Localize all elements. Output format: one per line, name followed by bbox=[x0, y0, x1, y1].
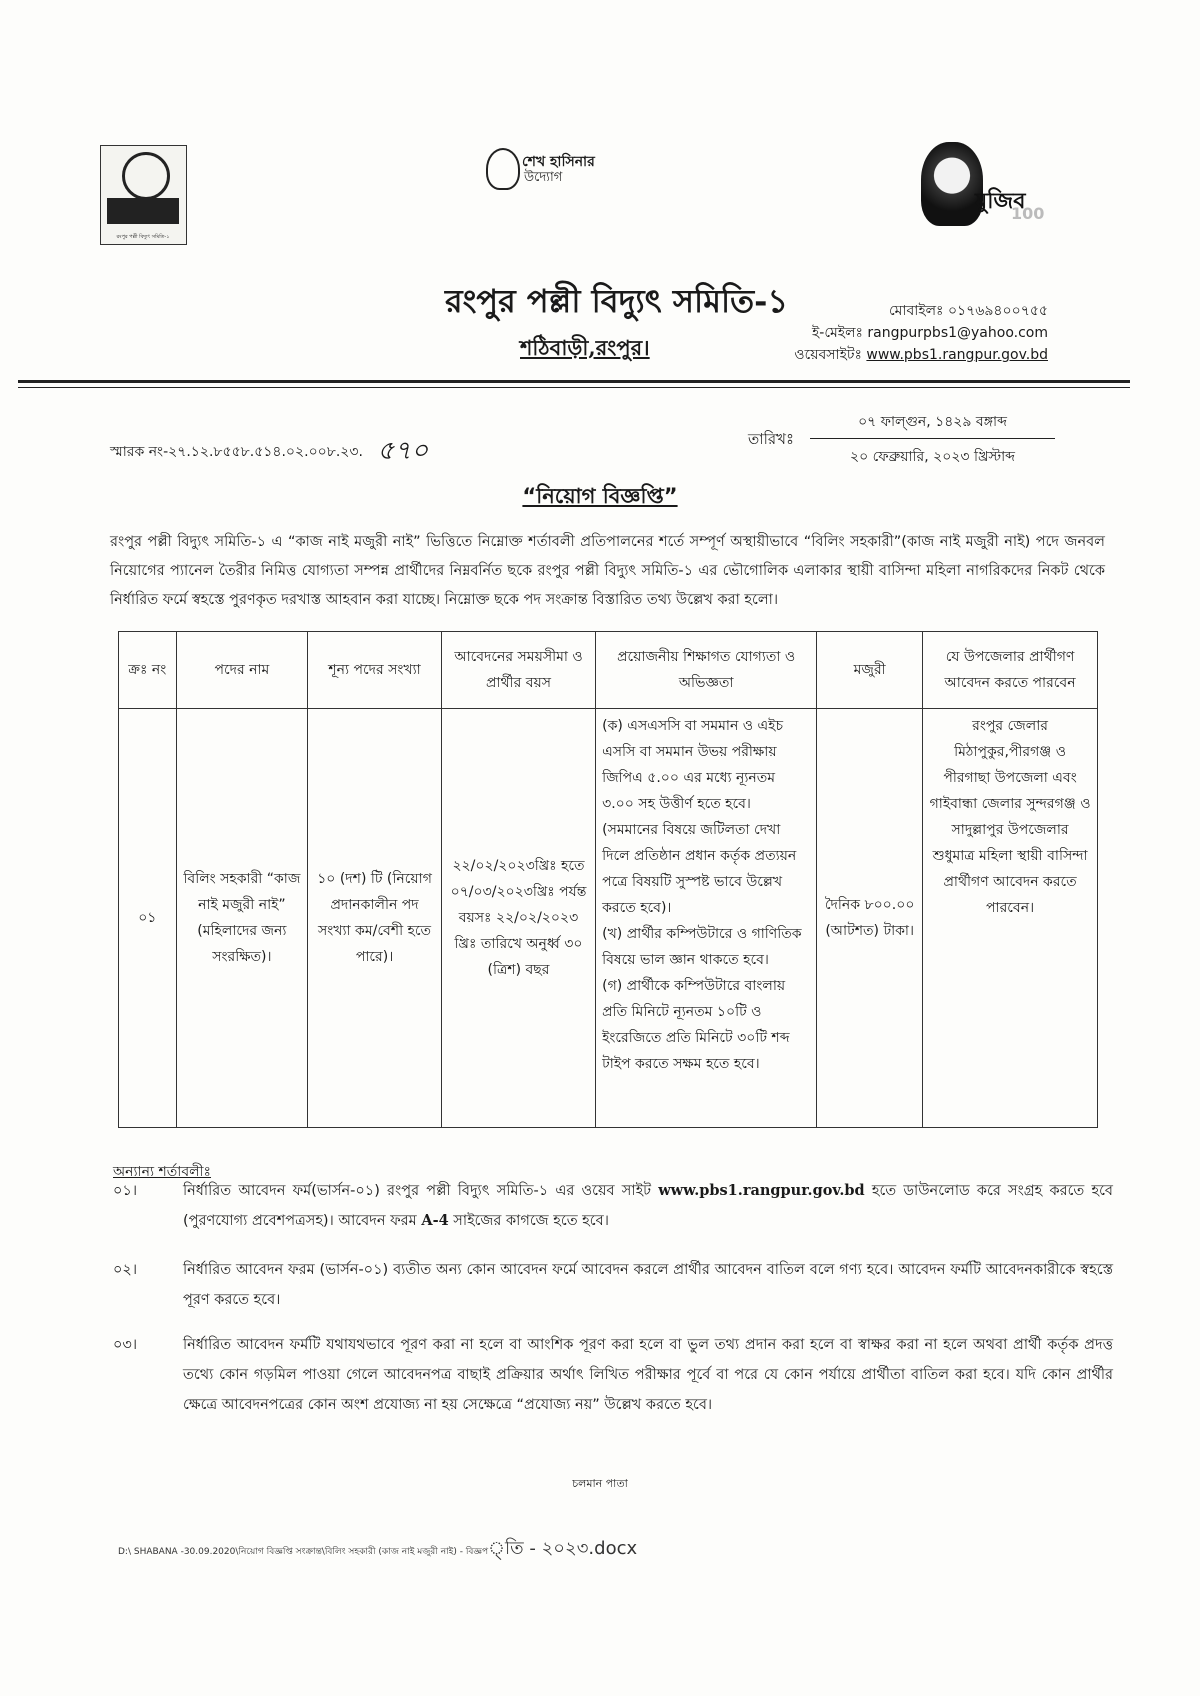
condition-item-3 bbox=[113, 1330, 1113, 1426]
mobile-number: মোবাইলঃ ০১৭৬৯৪০০৭৫৫ bbox=[888, 303, 1048, 319]
handwritten-number: ৫৭০ bbox=[377, 436, 429, 466]
table-row bbox=[119, 709, 1098, 1128]
col-header-post: পদের নাম bbox=[176, 632, 308, 709]
org-place: শঠিবাড়ী,রংপুর। bbox=[520, 335, 650, 360]
date-english: ২০ ফেব্রুয়ারি, ২০২৩ খ্রিস্টাব্দ bbox=[850, 449, 1015, 465]
cell-vacancy: ১০ (দশ) টি (নিয়োগ প্রদানকালীন পদ সংখ্যা কম/বেশী হতে পারে)। bbox=[308, 709, 442, 1128]
center-logo bbox=[486, 146, 612, 198]
intro-paragraph: রংপুর পল্লী বিদ্যুৎ সমিতি-১ এ “কাজ নাই মজুরী নাই” ভিত্তিতে নিম্নোক্ত শর্তাবলী প্রতিপালনের শর্তে সম্পূর্ণ অস্থায়ীভাবে “বিলিং সহকারী”(কাজ নাই মজুরী নাই) পদে জনবল নিয়োগের প্যানেল তৈরীর নিমিত্ত যোগ্যতা সম্পন্ন প্রার্থীদের নিম্নবর্নিত ছকে রংপুর পল্লী বিদ্যুৎ সমিতি-১ এর ভৌগোলিক এলাকার স্থায়ী বাসিন্দা মহিলা নাগরিকদের নিকট থেকে নির্ধারিত ফর্মে স্বহস্তে পুরণকৃত দরখাস্ত আহবান করা যাচ্ছে। নিম্নোক্ত ছকে পদ সংক্রান্ত বিস্তারিত তথ্য উল্লেখ করা হলো। bbox=[110, 534, 1105, 608]
org-name: রংপুর পল্লী বিদ্যুৎ সমিতি-১ bbox=[445, 282, 789, 320]
vacancy-table bbox=[118, 631, 1098, 1128]
right-logo-number: 100 bbox=[1011, 204, 1045, 223]
contact-block bbox=[794, 300, 1048, 366]
website-link[interactable]: www.pbs1.rangpur.gov.bd bbox=[866, 347, 1048, 363]
left-logo-caption: রংপুর পল্লী বিদ্যুৎ সমিতি-১ bbox=[116, 234, 170, 240]
date-bangla: ০৭ ফাল্গুন, ১৪২৯ বঙ্গাব্দ bbox=[810, 410, 1055, 439]
condition-text: নির্ধারিত আবেদন ফর্মটি যথাযথভাবে পূরণ করা না হলে বা আংশিক পূরণ করা হলে বা ভুল তথ্য প্রদান করা হলে বা স্বাক্ষর করা না হলে অথবা প্রার্থী কর্তৃক প্রদত্ত তথ্যে কোন গড়মিল পাওয়া গেলে আবেদনপত্র বাছাই প্রক্রিয়ার অর্থাৎ লিখিত পরীক্ষার পূর্বে বা পরে যে কোন পর্যায়ে প্রার্থীতা বাতিল করা হবে। যদি কোন প্রার্থীর ক্ষেত্রে আবেদনপত্রের কোন অংশ প্রযোজ্য না হয় সেক্ষেত্রে “প্রযোজ্য নয়” উল্লেখ করতে হবে। bbox=[183, 1337, 1113, 1413]
condition-text-part: হতে ডাউনলোড করে সংগ্রহ করতে হবে (পুরণযোগ্য প্রবেশপত্রসহ)। আবেদন ফরম bbox=[183, 1183, 1113, 1229]
left-logo bbox=[100, 145, 187, 245]
condition-number: ০১। bbox=[113, 1183, 138, 1199]
continuation-note: চলমান পাতা bbox=[572, 1477, 628, 1490]
conditions-title: অন্যান্য শর্তাবলীঃ bbox=[113, 1164, 212, 1180]
file-path-footer bbox=[118, 1534, 637, 1565]
col-header-serial: ক্রঃ নং bbox=[119, 632, 177, 709]
cell-wage: দৈনিক ৮০০.০০ (আটশত) টাকা। bbox=[817, 709, 923, 1128]
header-rule-thick bbox=[18, 380, 1130, 383]
right-logo-text: মুজিব bbox=[975, 189, 1026, 214]
memo-line bbox=[110, 430, 428, 474]
portrait-icon bbox=[921, 142, 983, 226]
condition-text-part: নির্ধারিত আবেদন ফর্ম(ভার্সন-০১) রংপুর পল্লী বিদ্যুৎ সমিতি-১ এর ওয়েব সাইট bbox=[183, 1183, 659, 1199]
website-line bbox=[794, 344, 1048, 366]
date-block bbox=[810, 410, 1055, 469]
condition-item-2 bbox=[113, 1255, 1113, 1319]
website-label: ওয়েবসাইটঃ bbox=[794, 347, 862, 363]
cell-deadline-age: ২২/০২/২০২৩খ্রিঃ হতে ০৭/০৩/২০২৩খ্রিঃ পর্যন্ত বয়সঃ ২২/০২/২০২৩ খ্রিঃ তারিখে অনুর্ধ্ব ৩০ (ত্রিশ) বছর bbox=[441, 709, 595, 1128]
file-name: ্তি - ২০২৩.docx bbox=[488, 1538, 638, 1559]
center-logo-line1: শেখ হাসিনার bbox=[522, 154, 595, 170]
cell-qualification: (ক) এসএসসি বা সমমান ও এইচ এসসি বা সমমান উভয় পরীক্ষায় জিপিএ ৫.০০ এর মধ্যে ন্যূনতম ৩.০০ সহ উত্তীর্ণ হতে হবে। (সমমানের বিষয়ে জটিলতা দেখা দিলে প্রতিষ্ঠান প্রধান কর্তৃক প্রত্যয়ন পত্রে বিষয়টি সুস্পষ্ট ভাবে উল্লেখ করতে হবে)। (খ) প্রার্থীর কম্পিউটারে ও গাণিতিক বিষয়ে ভাল জ্ঞান থাকতে হবে। (গ) প্রার্থীকে কম্পিউটারে বাংলায় প্রতি মিনিটে ন্যূনতম ১০টি ও ইংরেজিতে প্রতি মিনিটে ৩০টি শব্দ টাইপ করতে সক্ষম হতে হবে। bbox=[596, 709, 817, 1128]
condition-text: নির্ধারিত আবেদন ফরম (ভার্সন-০১) ব্যতীত অন্য কোন আবেদন ফর্মে আবেদন করলে প্রার্থীর আবেদন বাতিল বলে গণ্য হবে। আবেদন ফর্মটি আবেদনকারীকে স্বহস্তে পূরণ করতে হবে। bbox=[183, 1262, 1113, 1308]
bulb-ring-icon bbox=[122, 152, 170, 200]
condition-website[interactable]: www.pbs1.rangpur.gov.bd bbox=[658, 1182, 865, 1199]
right-logo bbox=[915, 140, 1045, 232]
cell-upazila: রংপুর জেলার মিঠাপুকুর,পীরগঞ্জ ও পীরগাছা উপজেলা এবং গাইবান্ধা জেলার সুন্দরগঞ্জ ও সাদুল্লাপুর উপজেলার শুধুমাত্র মহিলা স্থায়ী বাসিন্দা প্রার্থীগণ আবেদন করতে পারবেন। bbox=[923, 709, 1098, 1128]
col-header-qualification: প্রয়োজনীয় শিক্ষাগত যোগ্যতা ও অভিজ্ঞতা bbox=[596, 632, 817, 709]
date-label: তারিখঃ bbox=[748, 430, 794, 448]
condition-number: ০২। bbox=[113, 1262, 138, 1278]
file-path: D:\ SHABANA -30.09.2020\নিয়োগ বিজ্ঞপ্তি সংক্রান্ত\বিলিং সহকারী (কাজ নাই মজুরী নাই) - বিজ্ঞপ bbox=[118, 1547, 489, 1557]
condition-item-1 bbox=[113, 1176, 1113, 1240]
condition-paper-size: A-4 bbox=[421, 1212, 449, 1229]
col-header-vacancy: শূন্য পদের সংখ্যা bbox=[308, 632, 442, 709]
col-header-wage: মজুরী bbox=[817, 632, 923, 709]
notice-title-wrap bbox=[0, 480, 1200, 515]
cell-serial: ০১ bbox=[119, 709, 177, 1128]
header-rule-thin bbox=[18, 387, 1130, 388]
table-header-row bbox=[119, 632, 1098, 709]
cell-post: বিলিং সহকারী “কাজ নাই মজুরী নাই” (মহিলাদের জন্য সংরক্ষিত)। bbox=[176, 709, 308, 1128]
condition-text bbox=[183, 1176, 1113, 1236]
email-address: ই-মেইলঃ rangpurpbs1@yahoo.com bbox=[812, 325, 1048, 341]
memo-number: স্মারক নং-২৭.১২.৮৫৫৮.৫১৪.০২.০০৮.২৩. bbox=[110, 444, 363, 460]
notice-title: “নিয়োগ বিজ্ঞপ্তি” bbox=[522, 484, 678, 508]
center-logo-line2: উদ্যোগ bbox=[524, 170, 563, 185]
col-header-deadline: আবেদনের সময়সীমা ও প্রার্থীর বয়স bbox=[441, 632, 595, 709]
condition-number: ০৩। bbox=[113, 1337, 138, 1353]
logo-base-shape bbox=[107, 198, 179, 224]
col-header-upazila: যে উপজেলার প্রার্থীগণ আবেদন করতে পারবেন bbox=[923, 632, 1098, 709]
condition-text-part: সাইজের কাগজে হতে হবে। bbox=[448, 1213, 609, 1229]
bulb-icon bbox=[486, 148, 520, 190]
